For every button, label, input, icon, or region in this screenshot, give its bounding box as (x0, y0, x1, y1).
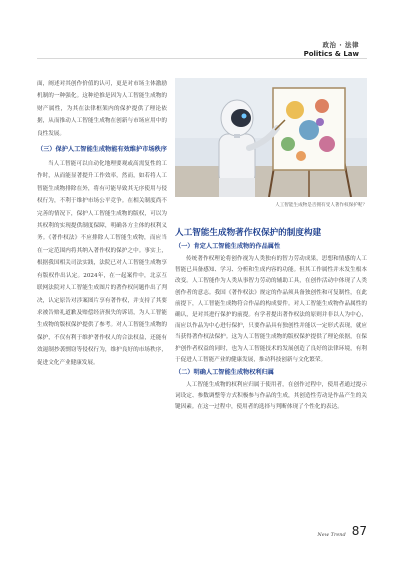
section-title-cn: 政治 · 法律 (322, 41, 359, 49)
robot-painting-photo (175, 78, 367, 197)
paragraph: 人工智能生成物的权利应归属于使用者，在创作过程中，使用者通过提示词设定、参数调整等方式积极参与作品的生成，其创造性劳动是作品产生的关键因素。在这一过程中，使用者的选择与判断体现了个性化的表达。 (175, 382, 367, 411)
page-number: 87 (351, 524, 367, 538)
section-heading: （一）肯定人工智能生成物的作品属性 (175, 243, 281, 250)
right-column (175, 240, 367, 414)
left-column (37, 78, 167, 369)
paragraph: 传统著作权理论将创作视为人类独有的智力劳动成果，思想和情感的人工智能已具备感知、学习、分析和生成内容的功能。但其工作属性并未发生根本改变。人工智能作为人类从事智力劳动的辅助工具，在创作活动中体现了人类创作者的意志。我国《著作权法》规定的作品须具备独创性和可复制性，在此前提下，人工智能生成物符合作品的构成要件。对人工智能生成物作品属性的确认，是对其进行保护的前提。有学者提出著作权法的原则并非以人为中心，而应以作品为中心进行保护，只要作品具有独创性并能以一定形式表现，就应当获得著作权法保护。这为人工智能生成物的版权保护提供了理论依据，在保护创作者权益的同时，也为人工智能技术的发展创造了良好的法律环境，有利于促进人工智能产业的健康发展，推动科技创新与文化繁荣。 (175, 256, 367, 363)
article-title: 人工智能生成物著作权保护的制度构建 (175, 228, 322, 238)
page-footer (317, 524, 367, 538)
section-heading: （三）保护人工智能生成物能有效维护市场秩序 (37, 146, 167, 154)
paragraph: 面，阐述对其创作价值的认可，更是对市场主体激励机制的一种强化。这种逆推是因为人工智能生成物的财产属性，为其在法律框架内的保护提供了理论依据，从而推动人工智能生成物在创新与市场应用中的良性发展。 (37, 81, 167, 137)
header-divider (37, 58, 367, 59)
photo-caption: 人工智能生成物是否拥有受人著作权保护呢？ (275, 203, 367, 208)
section-header (304, 40, 359, 58)
section-title-en: Politics & Law (303, 50, 359, 58)
magazine-name: New Trend (317, 532, 346, 538)
section-heading: （二）明确人工智能生成物权利归属 (175, 369, 274, 377)
paragraph: 当人工智能可以自动化地理要观或高需复性的工作时，从而能显著提升工作效率，然而，如若将人工智能生成物排除在外，将有可能导致其无序使用与侵权行为，不利于维护市场公平竞争。在相关制度尚不完善的情况下，保护人工智能生成物的版权，可以为其权利的实现提供制度保障，明确各方主体的权利义务。《著作权法》不应排除人工智能生成物，而应当在一定范围内将其纳入著作权的保护之中。事实上，根据我国相关司法实践，法院已对人工智能生成物享有版权作出认定。2024年，在一起案件中，北京互联网法院对人工智能生成图片的著作权问题作出了判决，认定原告对涉案图片享有著作权，并支持了其要求被告赔礼道歉及赔偿经济损失的诉请，为人工智能生成物的版权保护提供了参考。对人工智能生成物的保护，不仅有利于维护著作权人的合法权益，还能有效遏制抄袭剽窃等侵权行为，维护良好的市场秩序，促进文化产业健康发展。 (37, 161, 167, 366)
